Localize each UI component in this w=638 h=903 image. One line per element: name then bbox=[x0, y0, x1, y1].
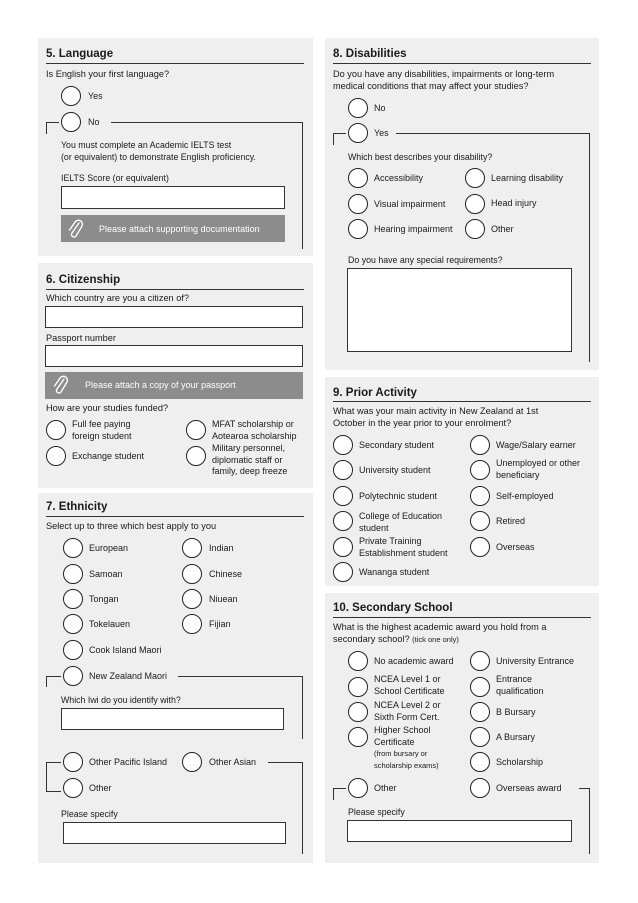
disability-visual-label: Visual impairment bbox=[374, 199, 446, 209]
prior-polytechnic-radio[interactable] bbox=[333, 486, 353, 506]
ethnicity-specify-label: Please specify bbox=[61, 809, 118, 819]
disability-learning-label: Learning disability bbox=[491, 173, 564, 183]
award-overseas-radio[interactable] bbox=[470, 778, 490, 798]
award-other-radio[interactable] bbox=[348, 778, 368, 798]
prior-university-radio[interactable] bbox=[333, 460, 353, 480]
award-scholarship-radio[interactable] bbox=[470, 752, 490, 772]
secondary-question-line2: secondary school? (tick one only) bbox=[333, 634, 459, 644]
award-hsc-radio[interactable] bbox=[348, 727, 368, 747]
language-no-label: No bbox=[88, 117, 100, 127]
disability-accessibility-radio[interactable] bbox=[348, 168, 368, 188]
award-a-bursary-label: A Bursary bbox=[496, 732, 536, 742]
disabilities-yes-radio[interactable] bbox=[348, 123, 368, 143]
language-yes-radio[interactable] bbox=[61, 86, 81, 106]
award-none-radio[interactable] bbox=[348, 651, 368, 671]
ethnicity-other-label: Other bbox=[89, 783, 112, 793]
disability-head-injury-radio[interactable] bbox=[465, 194, 485, 214]
attach-supporting-documentation-button[interactable] bbox=[61, 215, 285, 242]
prior-university-label: University student bbox=[359, 465, 431, 475]
award-ue-radio[interactable] bbox=[470, 651, 490, 671]
award-ncea1-label: NCEA Level 1 or School Certificate bbox=[374, 674, 445, 696]
bracket-line bbox=[302, 122, 303, 249]
special-requirements-textarea[interactable] bbox=[347, 268, 572, 352]
prior-self-employed-label: Self-employed bbox=[496, 491, 554, 501]
prior-retired-label: Retired bbox=[496, 516, 526, 526]
prior-unemployed-radio[interactable] bbox=[470, 460, 490, 480]
ethnicity-nz-maori-label: New Zealand Maori bbox=[89, 671, 168, 681]
bracket-line bbox=[589, 133, 590, 362]
bracket-line bbox=[333, 788, 334, 800]
citizenship-country-input[interactable] bbox=[45, 306, 303, 328]
disabilities-question-line2: medical conditions that may affect your studies? bbox=[333, 81, 529, 91]
funding-mfat-radio[interactable] bbox=[186, 420, 206, 440]
disability-hearing-radio[interactable] bbox=[348, 219, 368, 239]
disabilities-question-line1: Do you have any disabilities, impairments or long-term bbox=[333, 69, 555, 79]
prior-wananga-label: Wananga student bbox=[359, 567, 430, 577]
prior-overseas-label: Overseas bbox=[496, 542, 535, 552]
ethnicity-tongan-label: Tongan bbox=[89, 594, 119, 604]
funding-full-fee-radio[interactable] bbox=[46, 420, 66, 440]
funding-exchange-radio[interactable] bbox=[46, 446, 66, 466]
language-yes-label: Yes bbox=[88, 91, 103, 101]
bracket-line bbox=[589, 788, 590, 854]
iwi-input[interactable] bbox=[61, 708, 284, 730]
language-question: Is English your first language? bbox=[46, 69, 170, 79]
prior-self-employed-radio[interactable] bbox=[470, 486, 490, 506]
ethnicity-indian-radio[interactable] bbox=[182, 538, 202, 558]
bracket-line bbox=[302, 762, 303, 854]
disability-other-radio[interactable] bbox=[465, 219, 485, 239]
funding-question: How are your studies funded? bbox=[46, 403, 169, 413]
ethnicity-chinese-label: Chinese bbox=[209, 569, 243, 579]
iwi-question: Which Iwi do you identify with? bbox=[61, 695, 181, 705]
funding-exchange-label: Exchange student bbox=[72, 451, 145, 461]
ethnicity-other-asian-label: Other Asian bbox=[209, 757, 257, 767]
award-other-label: Other bbox=[374, 783, 397, 793]
disabilities-no-label: No bbox=[374, 103, 386, 113]
award-a-bursary-radio[interactable] bbox=[470, 727, 490, 747]
award-b-bursary-label: B Bursary bbox=[496, 707, 536, 717]
paperclip-icon bbox=[52, 374, 70, 396]
ethnicity-other-asian-radio[interactable] bbox=[182, 752, 202, 772]
disability-hearing-label: Hearing impairment bbox=[374, 224, 453, 234]
special-requirements-question: Do you have any special requirements? bbox=[348, 255, 503, 265]
prior-unemployed-label: Unemployed or other beneficiary bbox=[496, 458, 581, 480]
ethnicity-cook-island-label: Cook Island Maori bbox=[89, 645, 162, 655]
award-entrance-label: Entrance qualification bbox=[496, 674, 544, 696]
ethnicity-cook-island-radio[interactable] bbox=[63, 640, 83, 660]
ielts-note-line1: You must complete an Academic IELTS test bbox=[61, 140, 232, 150]
ethnicity-samoan-label: Samoan bbox=[89, 569, 123, 579]
prior-college-education-radio[interactable] bbox=[333, 511, 353, 531]
citizenship-heading: 6. Citizenship bbox=[46, 274, 121, 286]
ethnicity-nz-maori-radio[interactable] bbox=[63, 666, 83, 686]
bracket-line bbox=[333, 788, 346, 789]
divider bbox=[46, 289, 304, 290]
ethnicity-tongan-radio[interactable] bbox=[63, 589, 83, 609]
bracket-line bbox=[333, 133, 334, 145]
ethnicity-other-pacific-label: Other Pacific Island bbox=[89, 757, 168, 767]
funding-military-label: Military personnel, diplomatic staff or family, deep freeze bbox=[212, 443, 288, 476]
secondary-question-line1: What is the highest academic award you hold from a bbox=[333, 622, 547, 632]
ielts-score-label: IELTS Score (or equivalent) bbox=[61, 173, 169, 183]
bracket-line bbox=[46, 676, 47, 687]
award-ue-label: University Entrance bbox=[496, 656, 575, 666]
award-specify-label: Please specify bbox=[348, 807, 405, 817]
divider bbox=[333, 401, 591, 402]
paperclip-icon bbox=[67, 218, 85, 240]
divider bbox=[333, 617, 591, 618]
prior-secondary-label: Secondary student bbox=[359, 440, 435, 450]
bracket-line bbox=[178, 676, 303, 677]
attach-passport-button[interactable] bbox=[45, 372, 303, 399]
attach-passport-label: Please attach a copy of your passport bbox=[85, 380, 236, 390]
ethnicity-question: Select up to three which best apply to you bbox=[46, 521, 217, 531]
disabilities-no-radio[interactable] bbox=[348, 98, 368, 118]
prior-activity-question-line1: What was your main activity in New Zealand at 1st bbox=[333, 406, 539, 416]
ethnicity-tokelauen-label: Tokelauen bbox=[89, 619, 131, 629]
bracket-line bbox=[111, 122, 303, 123]
bracket-line bbox=[396, 133, 590, 134]
bracket-line bbox=[46, 762, 47, 792]
disability-describe-question: Which best describes your disability? bbox=[348, 152, 493, 162]
award-none-label: No academic award bbox=[374, 656, 454, 666]
ethnicity-european-radio[interactable] bbox=[63, 538, 83, 558]
prior-wage-label: Wage/Salary earner bbox=[496, 440, 576, 450]
passport-number-input[interactable] bbox=[45, 345, 303, 367]
attach-supporting-documentation-label: Please attach supporting documentation bbox=[99, 223, 260, 234]
prior-retired-radio[interactable] bbox=[470, 511, 490, 531]
passport-number-label: Passport number bbox=[46, 333, 116, 343]
ielts-score-input[interactable] bbox=[61, 186, 285, 209]
prior-wage-radio[interactable] bbox=[470, 435, 490, 455]
award-hsc-label: Higher School Certificate (from bursary or scholarship exams) bbox=[374, 725, 439, 770]
ethnicity-heading: 7. Ethnicity bbox=[46, 501, 108, 513]
ethnicity-niuean-radio[interactable] bbox=[182, 589, 202, 609]
bracket-line bbox=[46, 122, 59, 123]
prior-private-training-radio[interactable] bbox=[333, 537, 353, 557]
prior-wananga-radio[interactable] bbox=[333, 562, 353, 582]
ielts-note-line2: (or equivalent) to demonstrate English proficiency. bbox=[61, 152, 256, 162]
bracket-line bbox=[46, 791, 61, 792]
ethnicity-other-pacific-radio[interactable] bbox=[63, 752, 83, 772]
award-overseas-label: Overseas award bbox=[496, 783, 562, 793]
funding-mfat-label: MFAT scholarship or Aotearoa scholarship bbox=[212, 419, 297, 441]
ethnicity-european-label: European bbox=[89, 543, 129, 553]
prior-overseas-radio[interactable] bbox=[470, 537, 490, 557]
prior-polytechnic-label: Polytechnic student bbox=[359, 491, 438, 501]
award-scholarship-label: Scholarship bbox=[496, 757, 544, 767]
ethnicity-chinese-radio[interactable] bbox=[182, 564, 202, 584]
ethnicity-indian-label: Indian bbox=[209, 543, 234, 553]
bracket-line bbox=[302, 676, 303, 739]
disability-accessibility-label: Accessibility bbox=[374, 173, 424, 183]
language-no-radio[interactable] bbox=[61, 112, 81, 132]
prior-private-training-label: Private Training Establishment student bbox=[359, 536, 448, 558]
ethnicity-specify-input[interactable] bbox=[63, 822, 286, 844]
award-ncea1-radio[interactable] bbox=[348, 677, 368, 697]
bracket-line bbox=[46, 122, 47, 134]
ethnicity-samoan-radio[interactable] bbox=[63, 564, 83, 584]
prior-activity-question-line2: October in the year prior to your enrolment? bbox=[333, 418, 512, 428]
disabilities-heading: 8. Disabilities bbox=[333, 48, 407, 60]
award-entrance-radio[interactable] bbox=[470, 677, 490, 697]
bracket-line bbox=[46, 762, 61, 763]
disability-other-label: Other bbox=[491, 224, 514, 234]
ethnicity-fijian-radio[interactable] bbox=[182, 614, 202, 634]
disability-head-injury-label: Head injury bbox=[491, 198, 537, 208]
prior-activity-heading: 9. Prior Activity bbox=[333, 387, 417, 399]
divider bbox=[46, 516, 304, 517]
divider bbox=[46, 63, 304, 64]
disability-visual-radio[interactable] bbox=[348, 194, 368, 214]
prior-college-education-label: College of Education student bbox=[359, 511, 443, 533]
award-ncea2-label: NCEA Level 2 or Sixth Form Cert. bbox=[374, 700, 441, 722]
funding-military-radio[interactable] bbox=[186, 446, 206, 466]
disability-learning-radio[interactable] bbox=[465, 168, 485, 188]
award-specify-input[interactable] bbox=[347, 820, 572, 842]
divider bbox=[333, 63, 591, 64]
award-ncea2-radio[interactable] bbox=[348, 702, 368, 722]
funding-full-fee-label: Full fee paying foreign student bbox=[72, 419, 132, 441]
award-b-bursary-radio[interactable] bbox=[470, 702, 490, 722]
secondary-school-heading: 10. Secondary School bbox=[333, 602, 453, 614]
ethnicity-niuean-label: Niuean bbox=[209, 594, 238, 604]
ethnicity-other-radio[interactable] bbox=[63, 778, 83, 798]
ethnicity-fijian-label: Fijian bbox=[209, 619, 231, 629]
citizenship-country-question: Which country are you a citizen of? bbox=[46, 293, 189, 303]
bracket-line bbox=[46, 676, 61, 677]
bracket-line bbox=[268, 762, 303, 763]
prior-secondary-radio[interactable] bbox=[333, 435, 353, 455]
language-heading: 5. Language bbox=[46, 48, 114, 60]
disabilities-yes-label: Yes bbox=[374, 128, 389, 138]
ethnicity-tokelauen-radio[interactable] bbox=[63, 614, 83, 634]
bracket-line bbox=[333, 133, 346, 134]
